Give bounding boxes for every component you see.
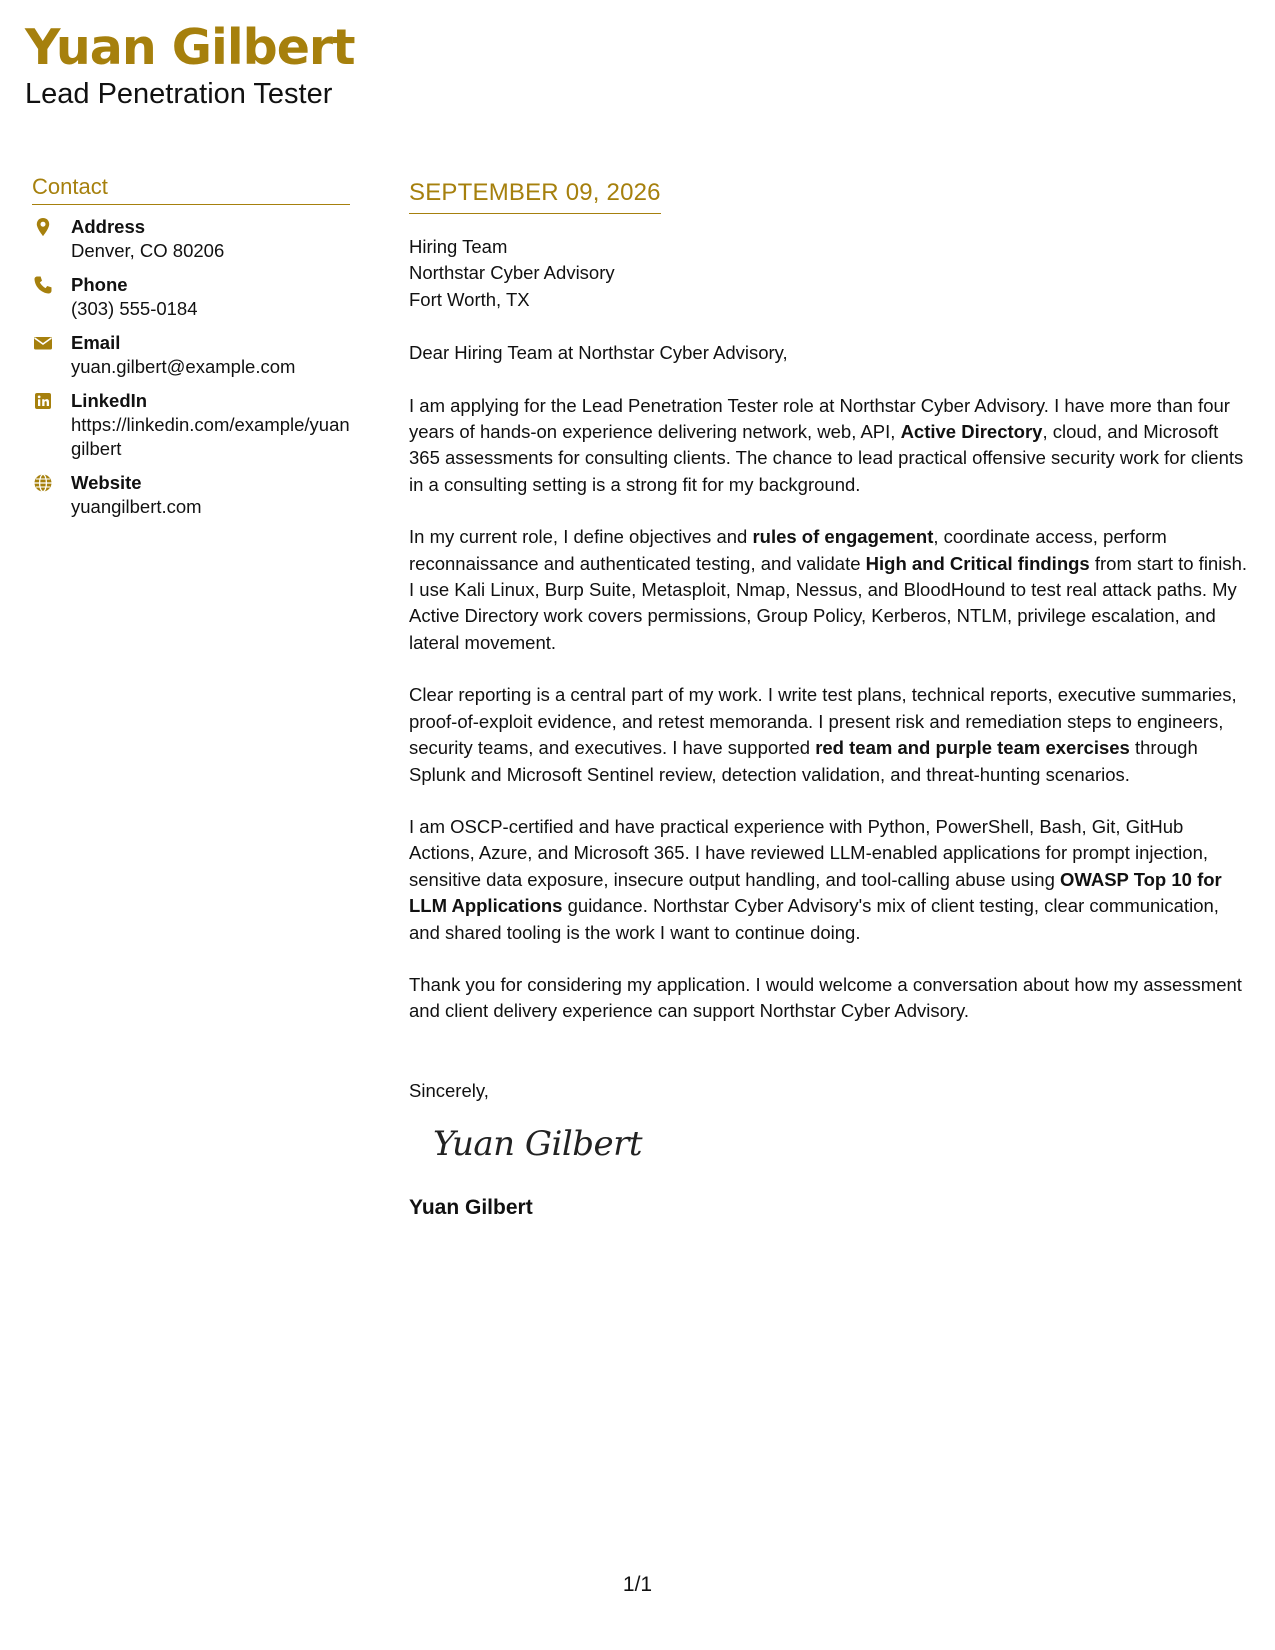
job-title: Lead Penetration Tester xyxy=(25,78,333,110)
emphasis-text: OWASP Top 10 for LLM Applications xyxy=(409,868,1222,917)
letter-paragraph xyxy=(409,814,1251,946)
letter-paragraph xyxy=(409,682,1251,788)
emphasis-text: High and Critical findings xyxy=(865,552,1090,574)
contact-label: Phone xyxy=(71,274,128,295)
recipient-block xyxy=(409,234,1251,313)
globe-icon xyxy=(33,473,53,493)
signer-name: Yuan Gilbert xyxy=(409,1195,533,1219)
contact-item-phone xyxy=(32,273,350,321)
letter-body xyxy=(409,179,1251,1220)
emphasis-text: red team and purple team exercises xyxy=(815,737,1130,759)
letter-paragraph xyxy=(409,393,1251,499)
contact-item-email xyxy=(32,331,350,379)
linkedin-icon xyxy=(33,391,53,411)
email-value: yuan.gilbert@example.com xyxy=(71,356,296,377)
letter-paragraphs xyxy=(409,393,1251,1025)
recipient-line: Hiring Team xyxy=(409,236,508,257)
recipient-line: Northstar Cyber Advisory xyxy=(409,262,615,284)
recipient-line: Fort Worth, TX xyxy=(409,288,530,310)
contact-sidebar xyxy=(32,174,350,519)
envelope-icon xyxy=(33,333,53,353)
signature: Yuan Gilbert xyxy=(433,1123,643,1164)
contact-label: Address xyxy=(71,216,146,237)
contact-item-address xyxy=(32,215,350,263)
paragraph-text: Thank you for considering my application. I would welcome a conversation about how my assessment and client delivery experience can support Northstar Cyber Advisory. xyxy=(409,973,1242,1022)
map-pin-icon xyxy=(33,217,53,237)
letter-paragraph xyxy=(409,524,1251,656)
paragraph-text: I am applying for the Lead Penetration Tester role at Northstar Cyber Advisory. I have more than four years of hands-on experience delivering network, web, API, xyxy=(409,394,1230,443)
paragraph-text: through Splunk and Microsoft Sentinel review, detection validation, and threat-hunting scenarios. xyxy=(409,737,1198,785)
emphasis-text: Active Directory xyxy=(900,421,1043,443)
paragraph-text: I am OSCP-certified and have practical experience with Python, PowerShell, Bash, Git, GitHub Actions, Azure, and Microsoft 365. I have reviewed LLM-enabled applications for prompt injection, sensitive data exposure, insecure output handling, and tool-calling abuse using xyxy=(409,815,1209,890)
paragraph-text: In my current role, I define objectives and xyxy=(409,526,753,548)
letter-date: SEPTEMBER 09, 2026 xyxy=(409,179,661,214)
greeting: Dear Hiring Team at Northstar Cyber Advisory, xyxy=(409,342,788,364)
contact-label: LinkedIn xyxy=(71,390,148,411)
page-number: 1/1 xyxy=(622,1573,653,1596)
contact-label: Email xyxy=(71,332,121,353)
applicant-name: Yuan Gilbert xyxy=(25,19,355,76)
paragraph-text: guidance. Northstar Cyber Advisory's mix of client testing, clear communication, and shared tooling is the work I want to continue doing. xyxy=(409,895,1219,943)
closing: Sincerely, xyxy=(409,1079,489,1101)
letter-paragraph xyxy=(409,972,1251,1025)
contact-heading: Contact xyxy=(32,174,350,205)
contact-label: Website xyxy=(71,472,142,493)
paragraph-text: , cloud, and Microsoft 365 assessments for consulting clients. The chance to lead practical offensive security work for clients in a consulting setting is a strong fit for my background. xyxy=(409,421,1244,495)
contact-item-linkedin xyxy=(32,389,350,461)
letter-header xyxy=(25,18,355,112)
phone-value: (303) 555-0184 xyxy=(71,298,198,319)
linkedin-value[interactable]: https://linkedin.com/example/yuangilbert xyxy=(71,414,350,459)
website-value[interactable]: yuangilbert.com xyxy=(71,496,202,517)
paragraph-text: from start to finish. I use Kali Linux, Burp Suite, Metasploit, Nmap, Nessus, and BloodHound to test real attack paths. My Active Directory work covers permissions, Group Policy, Kerberos, NTLM, privilege escalation, and lateral movement. xyxy=(409,552,1248,653)
phone-icon xyxy=(33,275,53,295)
emphasis-text: rules of engagement xyxy=(752,526,934,548)
paragraph-text: Clear reporting is a central part of my work. I write test plans, technical reports, executive summaries, proof-of-exploit evidence, and retest memoranda. I present risk and remediation steps to engineers, security teams, and executives. I have supported xyxy=(409,684,1237,759)
contact-item-website xyxy=(32,471,350,519)
paragraph-text: , coordinate access, perform reconnaissance and authenticated testing, and validate xyxy=(409,526,1167,574)
address-value: Denver, CO 80206 xyxy=(71,240,225,261)
